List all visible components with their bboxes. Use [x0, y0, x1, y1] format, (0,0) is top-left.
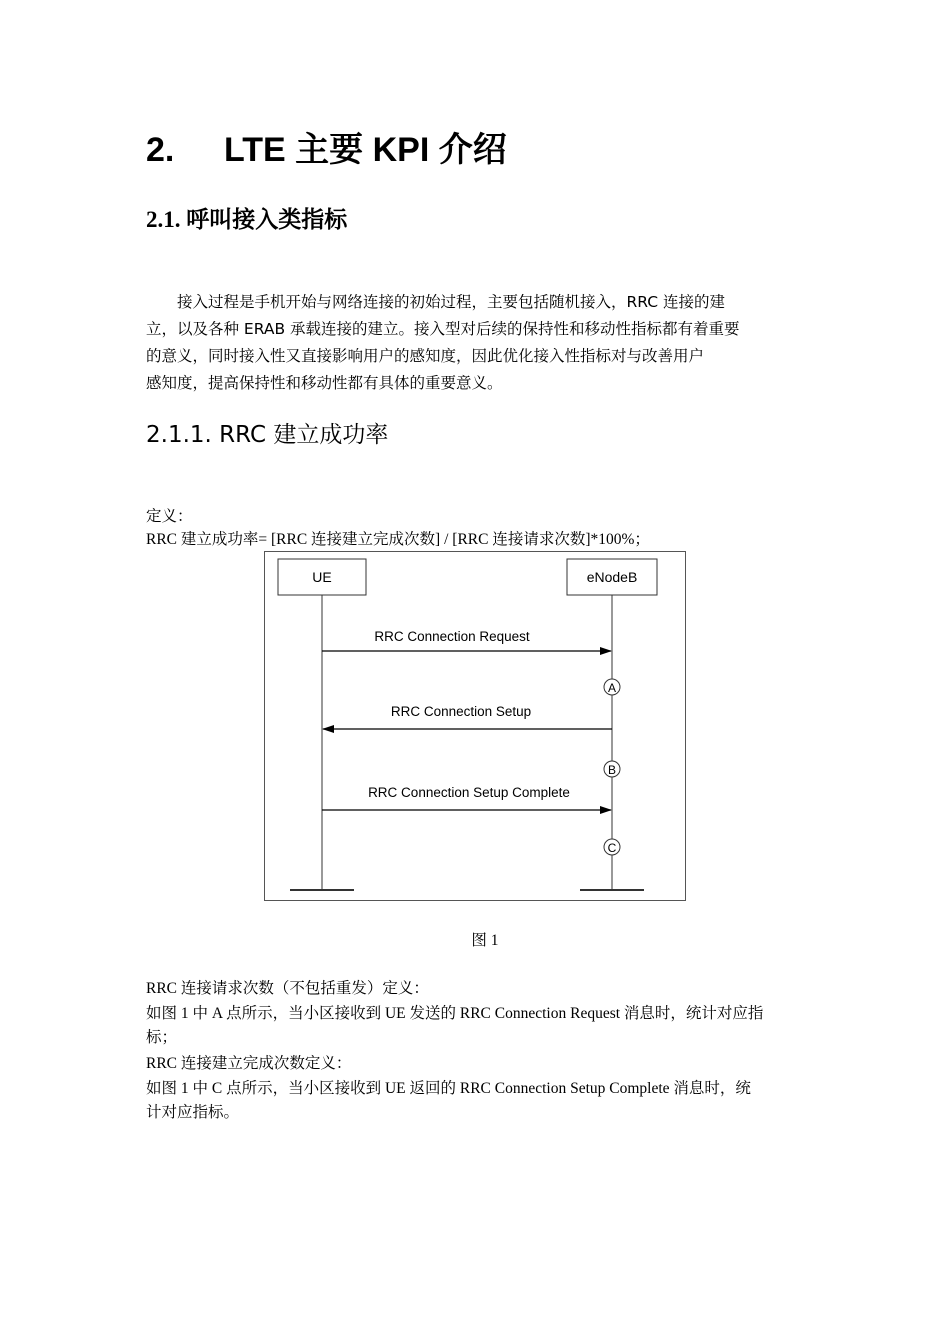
heading-1-title: LTE 主要 KPI 介绍 [224, 131, 507, 169]
intro-line: 感知度，提高保持性和移动性都有具体的重要意义。 [146, 374, 503, 392]
point-c-label: C [607, 841, 617, 855]
point-a-label: A [607, 681, 617, 695]
diagram-frame [265, 552, 686, 901]
detail-line: RRC 连接建立完成次数定义： [146, 1055, 352, 1072]
message-request-label: RRC Connection Request [374, 629, 530, 644]
intro-paragraph [146, 289, 796, 397]
message-setup-label: RRC Connection Setup [390, 704, 532, 719]
formula-text: RRC 建立成功率= [RRC 连接建立完成次数] / [RRC 连接请求次数]*100%； [146, 531, 650, 548]
heading-3: 2.1.1. RRC 建立成功率 [146, 422, 389, 448]
enodeb-label: eNodeB [586, 569, 638, 585]
detail-line: 计对应指标。 [146, 1104, 240, 1121]
figure-caption: 图 1 [471, 932, 499, 949]
heading-1 [146, 128, 507, 172]
detail-line: 如图 1 中 A 点所示，当小区接收到 UE 发送的 RRC Connection Request 消息时，统计对应指 [146, 1005, 764, 1022]
detail-line: RRC 连接请求次数（不包括重发）定义： [146, 980, 429, 997]
detail-line: 如图 1 中 C 点所示，当小区接收到 UE 返回的 RRC Connection Setup Complete 消息时，统 [146, 1080, 751, 1097]
sequence-diagram [264, 551, 686, 901]
intro-line: 接入过程是手机开始与网络连接的初始过程，主要包括随机接入，RRC 连接的建 [177, 293, 726, 311]
heading-2: 2.1. 呼叫接入类指标 [146, 207, 348, 232]
ue-label: UE [312, 569, 332, 585]
point-b-label: B [607, 763, 617, 777]
message-complete-label: RRC Connection Setup Complete [368, 785, 570, 800]
detail-line: 标； [146, 1029, 178, 1046]
intro-line: 立，以及各种 ERAB 承载连接的建立。接入型对后续的保持性和移动性指标都有着重要 [146, 320, 740, 338]
intro-line: 的意义，同时接入性又直接影响用户的感知度，因此优化接入性指标对与改善用户 [146, 347, 705, 365]
definition-label: 定义： [146, 508, 193, 525]
heading-1-number: 2. [146, 131, 175, 169]
